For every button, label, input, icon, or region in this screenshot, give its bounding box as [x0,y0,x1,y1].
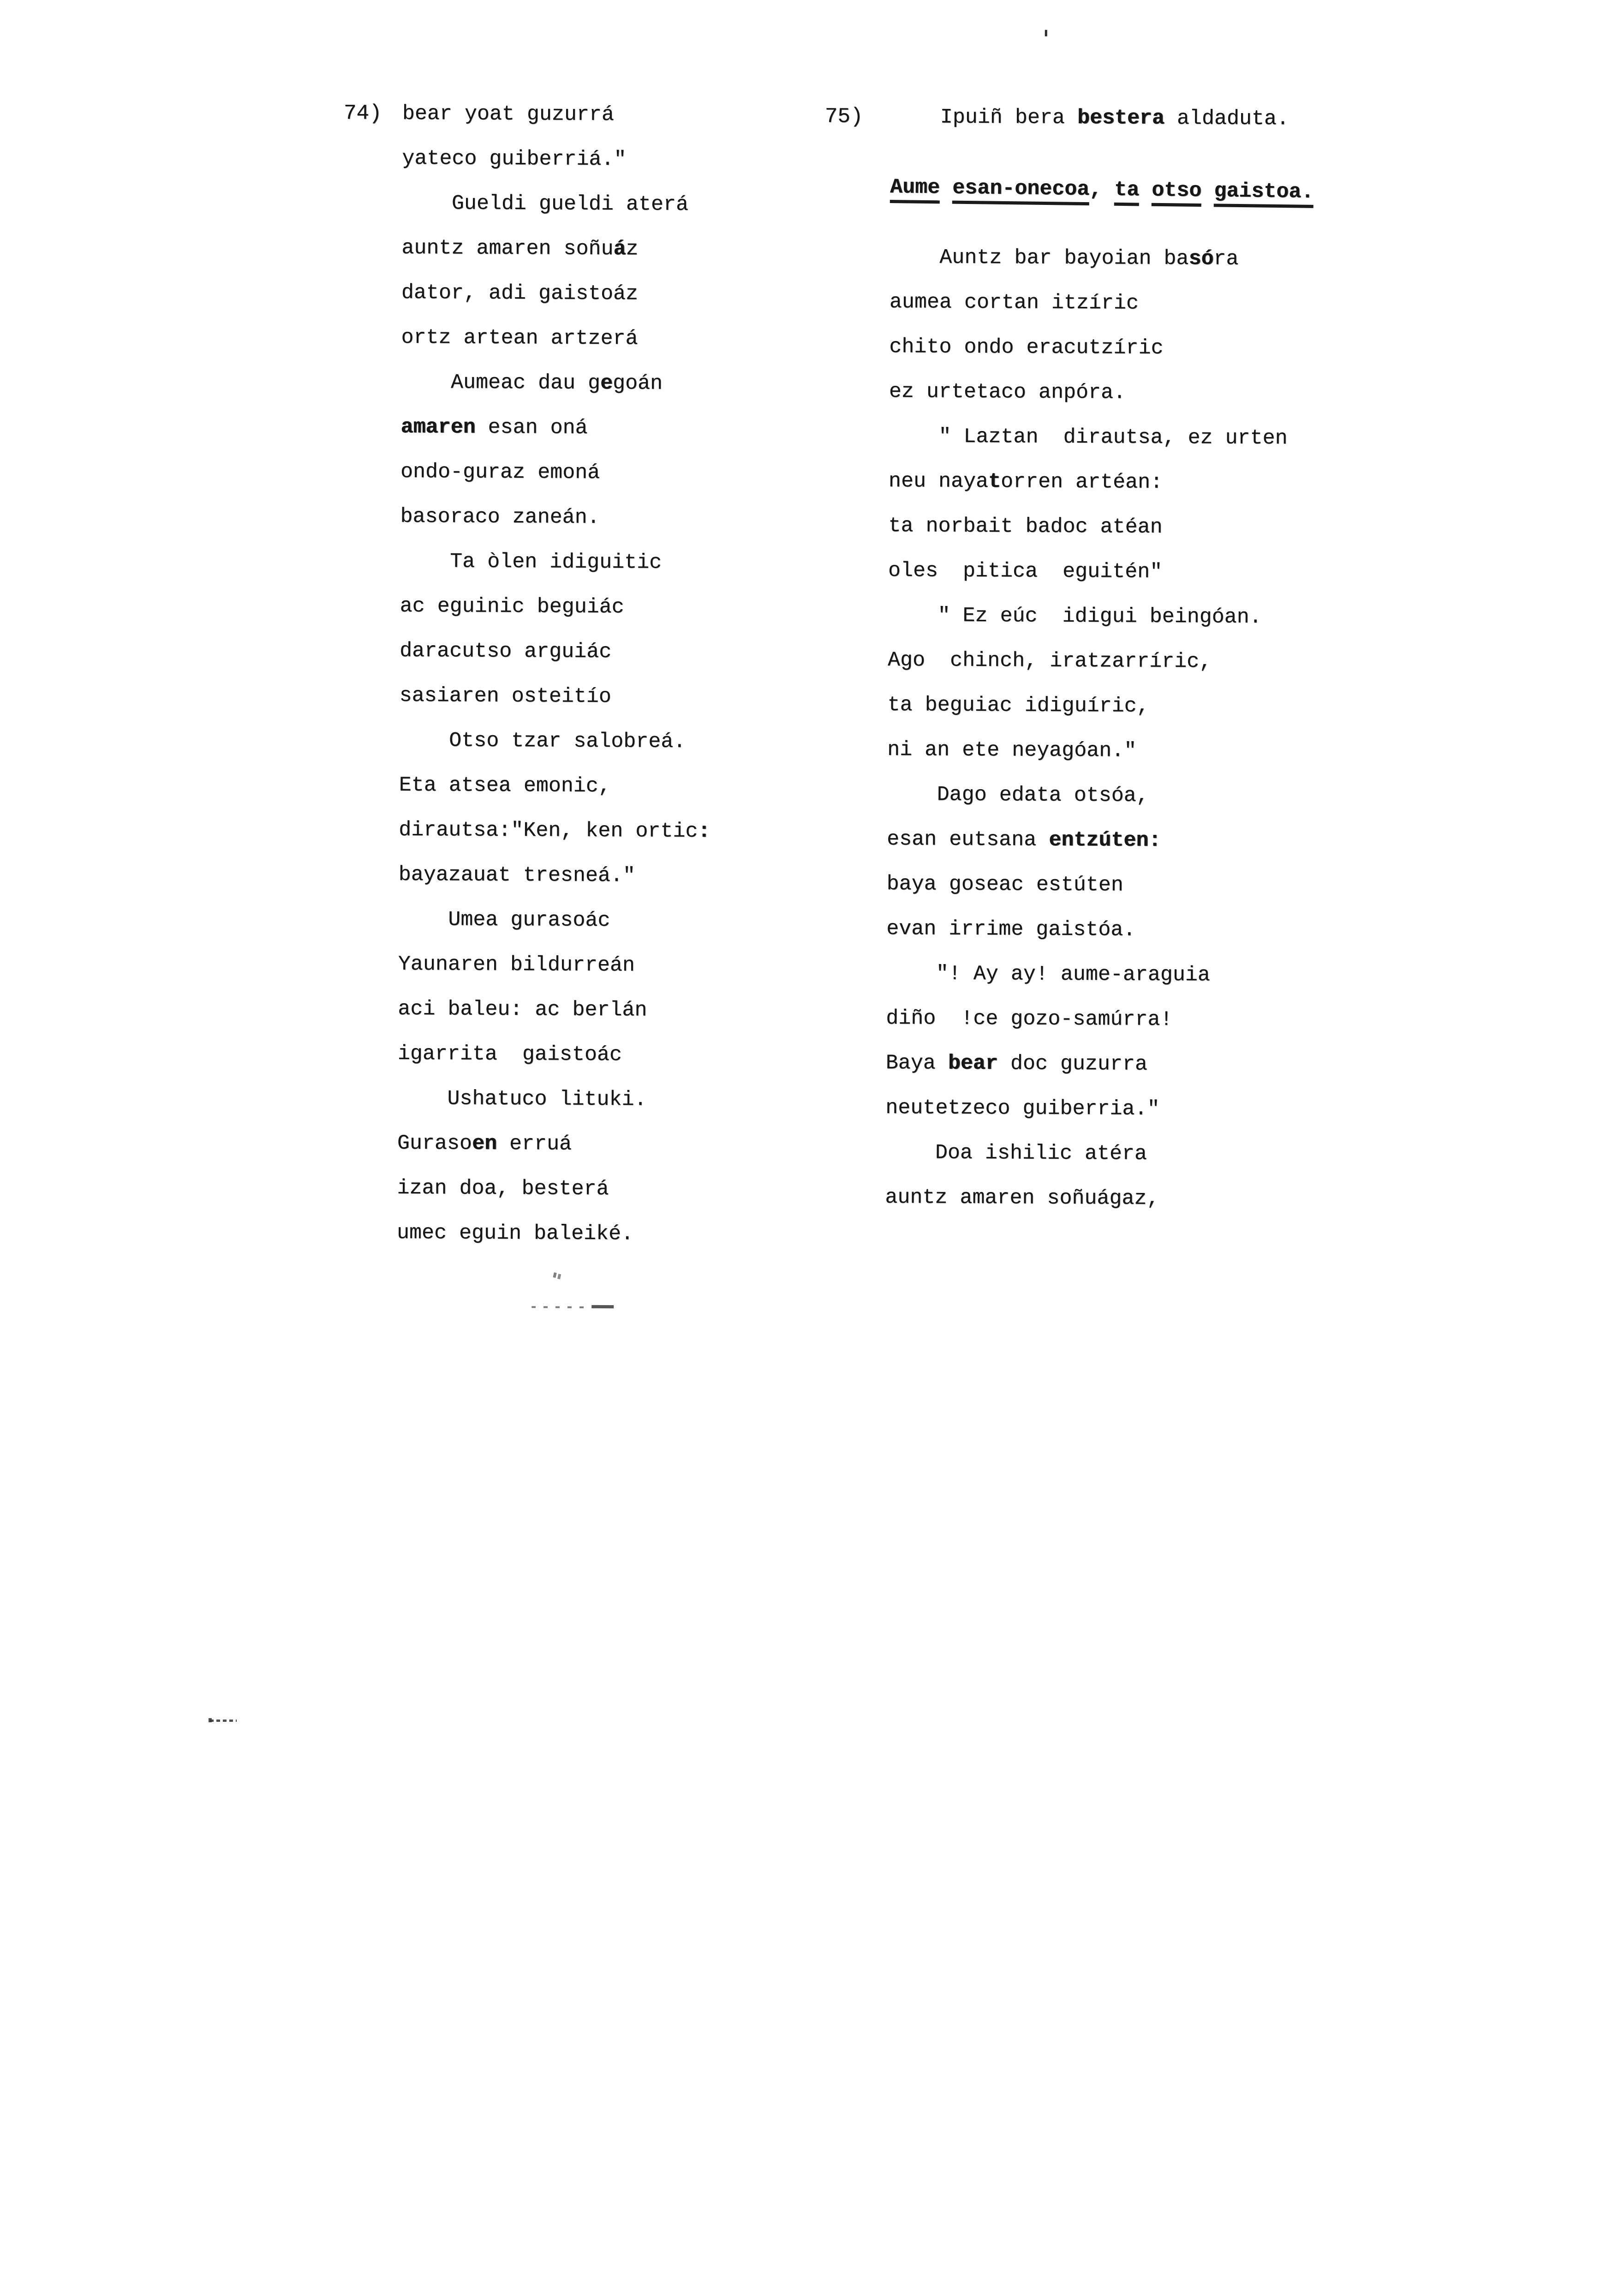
poem-line [890,280,1397,327]
poem-text-segment: umec eguin baleiké. [396,1221,634,1246]
poem-line [889,369,1397,416]
poem-text-segment: " Ez eúc idigui beingóan. [937,604,1262,629]
poem-line [888,593,1395,640]
poem-line [398,987,758,1033]
poem-text-segment: Aume [890,175,940,204]
poem-line [399,763,759,809]
poem-line [397,1166,757,1212]
poem-text-segment: bayazauat tresneá." [398,863,636,888]
poem-text-segment: amaren [400,415,476,439]
poem-line [885,1085,1393,1133]
poem-text-segment: Baya [885,1051,948,1075]
poem-text-segment: Otso tzar salobreá. [449,729,686,754]
poem-text-segment: Yaunaren bildurreán [398,952,635,977]
poem-text-segment: Ta òlen idiguitic [450,550,662,575]
poem-line [401,315,761,362]
poem-text-segment: bear [948,1051,998,1076]
poem-text-segment: bear yoat guzurrá [402,102,615,127]
poem-text-segment: Eta atsea emonic, [399,773,611,798]
poem-text-segment: aci baleu: ac berlán [398,997,647,1022]
poem-line [399,673,759,720]
poem-text-segment: otso [1152,179,1202,207]
poem-text-segment: gaistoa. [1214,179,1314,208]
scan-artifact [1045,30,1047,36]
poem-text-segment: ta beguiac idiguíric, [887,693,1149,718]
poem-text-segment: esan eutsana [887,827,1049,852]
poem-text-segment: goán [612,372,663,395]
poem-text-segment: " Laztan dirautsa, ez urten [938,425,1288,450]
poem-text-segment: ta norbait badoc atéan [888,514,1163,539]
poem-text-segment: á [613,237,626,261]
poem-line [886,906,1394,953]
poem-text-segment: daracutso arguiác [400,639,612,664]
poem-line [401,360,761,407]
poem-text-segment: ortz artean artzerá [401,325,638,351]
poem-line [887,683,1395,730]
poem-text-segment: ni an ete neyagóan." [887,738,1137,763]
poem-text-segment: sasiaren osteitío [399,683,611,709]
poem-line [889,414,1396,461]
poem-text-segment: ez urtetaco anpóra. [889,380,1126,405]
poem-line [890,95,1398,142]
poem-line [399,852,758,899]
poem-line [398,897,758,944]
poem-line [401,226,761,272]
poem-line [400,405,760,451]
poem-text-segment: Doa ishilic atéra [935,1141,1147,1166]
poem-line [886,862,1394,909]
poem-text-segment: Ipuiñ bera [940,105,1078,130]
poem-line [402,91,762,138]
poem-text-segment: neutetzeco guiberria." [885,1096,1160,1121]
poem-line [400,494,760,541]
poem-text-segment: Aumeac dau g [450,371,601,395]
poem-text-segment: basoraco zaneán. [400,504,600,529]
poem-text-segment: aldaduta. [1164,106,1290,131]
poem-text-segment: auntz amaren soñu [401,236,614,261]
poem-text-segment: dirautsa:"Ken, ken ortic [399,818,698,844]
poem-text-segment: yateco guiberriá." [402,146,627,172]
poem-text-segment: só [1188,247,1214,271]
poem-line [401,270,761,317]
poem-text-segment: Umea gurasoác [448,908,610,933]
scan-artifact [531,1306,591,1308]
poem-text-segment: Ago chinch, iratzarríric, [887,648,1212,674]
poem-line [400,449,760,496]
poem-text-segment: baya goseac estúten [886,872,1123,897]
poem-line [889,324,1397,372]
poem-text-segment: ac eguinic beguiác [400,594,624,619]
poem-line [399,718,759,765]
poem-column-left [343,91,762,1257]
poem-text-segment [940,176,953,199]
poem-line [886,996,1393,1043]
poem-text-segment: t [988,470,1001,494]
scan-artifact [210,1720,237,1722]
poem-text-segment: neu naya [888,469,989,494]
poem-line [887,772,1394,819]
poem-number-75: 75) [824,104,863,129]
poem-line [402,181,762,228]
poem-text-segment: e [600,371,613,395]
poem-text-segment: diño !ce gozo-samúrra! [886,1007,1173,1032]
poem-line [398,942,758,989]
poem-text-segment: ta [1114,178,1140,206]
poem-text-segment: esan-onecoa [952,176,1090,206]
poem-text-segment: dator, adi gaistoáz [401,281,639,306]
poem-text-segment: chito ondo eracutzíric [889,335,1164,360]
poem-line [888,638,1395,685]
poem-text-segment [1201,179,1214,203]
poem-line [888,548,1396,595]
poem-line [887,817,1394,864]
poem-line [888,503,1396,551]
poem-text-segment: aumea cortan itzíric [889,290,1139,315]
poem-line [885,1175,1392,1222]
poem-line [402,136,762,183]
poem-line [400,584,759,630]
poem-text-segment: : [698,820,710,844]
poem-text-segment: izan doa, besterá [397,1176,609,1201]
poem-text-segment: bestera [1077,106,1165,130]
poem-text-segment: z [626,237,639,261]
poem-text-segment: oles pitica eguitén" [888,559,1163,584]
poem-text-segment: Gueldi gueldi aterá [451,192,689,216]
poem-title-line [890,165,1398,216]
poem-text-segment: entzúten: [1049,828,1161,852]
poem-text-segment: ra [1213,247,1239,271]
scan-artifact [209,1718,212,1722]
poem-line [398,1031,758,1078]
poem-text-segment: , [1089,178,1115,202]
poem-line [399,808,758,854]
poem-line [890,235,1397,282]
scan-artifact [553,1272,556,1278]
poem-text-segment: orren artéan: [1000,470,1163,494]
poem-line [400,539,760,586]
poem-line [887,727,1395,774]
poem-line [400,629,759,675]
poem-text-segment: Dago edata otsóa, [937,783,1149,808]
poem-line [397,1076,757,1123]
poem-text-segment: en [472,1132,497,1156]
poem-text-segment: Auntz bar bayoian ba [939,246,1189,271]
poem-line [886,951,1394,998]
poem-text-segment: doc guzurra [997,1052,1148,1076]
poem-text-segment: erruá [496,1132,572,1156]
poem-text-segment: esan oná [475,415,588,440]
poem-line [886,1041,1393,1088]
poem-line [397,1121,757,1168]
scan-artifact [591,1305,614,1308]
poem-text-segment [1139,178,1152,202]
poem-line [885,1130,1393,1177]
poem-column-right [824,95,1398,1222]
poem-text-segment: "! Ay ay! aume-araguia [936,962,1211,987]
poem-text-segment: Ushatuco lituki. [447,1087,647,1112]
poem-text-segment: ondo-guraz emoná [400,460,600,485]
poem-line [397,1210,757,1257]
poem-text-segment: auntz amaren soñuágaz, [885,1186,1159,1210]
poem-text-segment: igarrita gaistoác [397,1042,622,1067]
poem-line [889,459,1396,506]
poem-number-74: 74) [343,101,382,126]
poem-text-segment: evan irrime gaistóa. [886,917,1136,942]
poem-text-segment: Guraso [397,1131,472,1156]
